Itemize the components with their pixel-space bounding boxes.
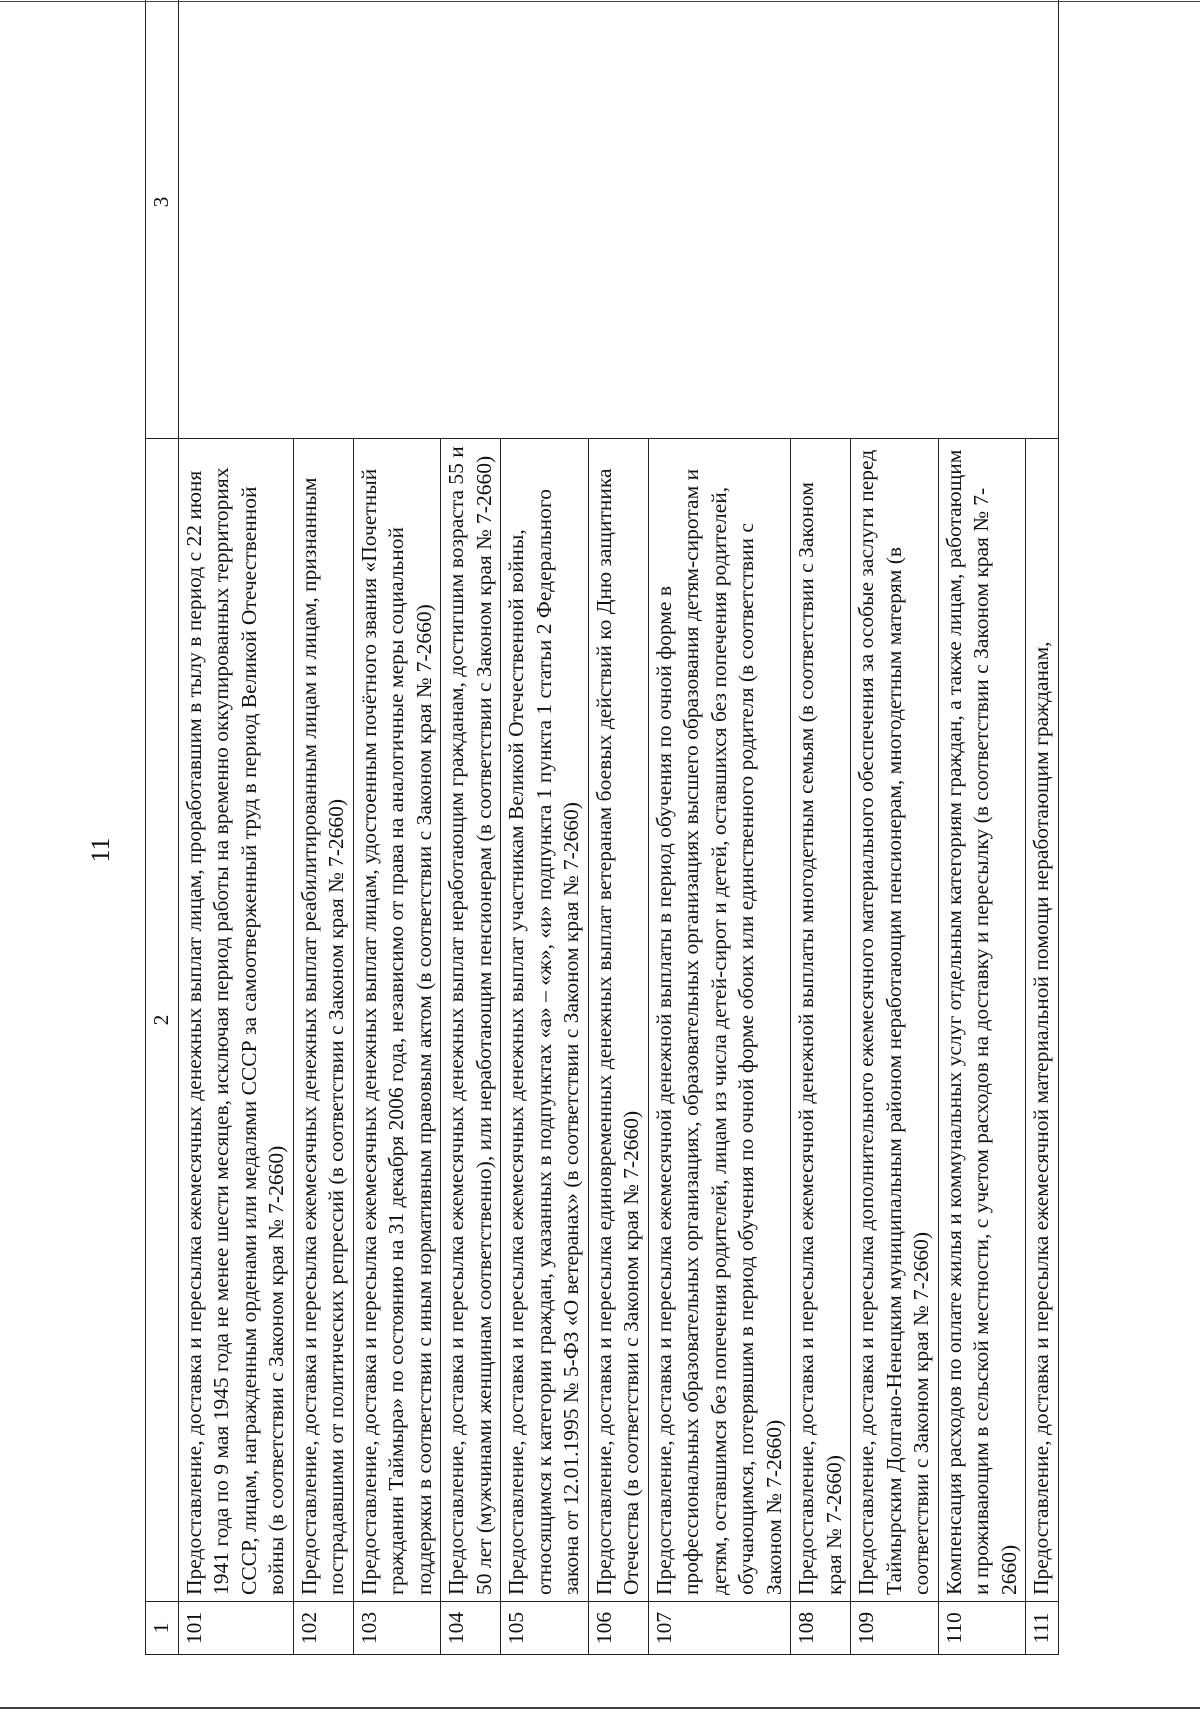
header-col-3: 3: [146, 0, 179, 439]
scan-border-bottom: [0, 1707, 1200, 1709]
row-number: 109: [851, 1602, 939, 1655]
row-number: 107: [648, 1602, 791, 1655]
row-number: 103: [353, 1602, 441, 1655]
row-number: 110: [938, 1602, 1026, 1655]
rotated-table-container: [145, 5, 1085, 1655]
row-number: 101: [178, 1602, 293, 1655]
row-text: Предоставление, доставка и пересылка ежемесячных денежных выплат реабилитированным лицам и лицам, признанным пострадавшими от политических репрессий (в соответствии с Законом края № 7-2660): [293, 439, 353, 1602]
header-col-1: 1: [146, 1602, 179, 1655]
table-header-row: [146, 0, 179, 1655]
row-text: Предоставление, доставка и пересылка единовременных денежных выплат ветеранам боевых действий ко Дню защитника Отечества (в соответствии с Законом края № 7-2660): [588, 439, 648, 1602]
row-text: Предоставление, доставка и пересылка ежемесячной денежной выплаты многодетным семьям (в соответствии с Законом края № 7-2660): [791, 439, 851, 1602]
row-text: Предоставление, доставка и пересылка ежемесячных денежных выплат лицам, проработавшим в тылу в период с 22 июня 1941 года по 9 мая 1945 года не менее шести месяцев, исключая период работы на временно оккупированных территориях СССР, лицам, награжденным орденами или медалями СССР за самоотверженный труд в период Великой Отечественной войны (в соответствии с Законом края № 7-2660): [178, 439, 293, 1602]
row-text: Предоставление, доставка и пересылка ежемесячной материальной помощи неработающим гражданам,: [1026, 439, 1059, 1602]
row-number: 104: [441, 1602, 501, 1655]
row-text: Предоставление, доставка и пересылка ежемесячной денежной выплаты в период обучения по очной форме в профессиональных образовательных организациях, образовательных организациях высшего образования детям-сиротам и детям, оставшимся без попечения родителей, лицам из числа детей-сирот и детей, оставшихся без попечения родителей, обучающимся, потерявшим в период обучения по очной форме обоих или единственного родителя (в соответствии с Законом № 7-2660): [648, 439, 791, 1602]
column-3-empty: [178, 0, 1058, 439]
row-text: Компенсация расходов по оплате жилья и коммунальных услуг отдельным категориям граждан, а также лицам, работающим и проживающим в сельской местности, с учетом расходов на доставку и пересылку (в соответствии с Законом края № 7-2660): [938, 439, 1026, 1602]
row-text: Предоставление, доставка и пересылка ежемесячных денежных выплат участникам Великой Отечественной войны, относящимся к категории граждан, указанных в подпунктах «а» – «ж», «и» подпункта 1 пункта 1 статьи 2 Федерального закона от 12.01.1995 № 5-ФЗ «О ветеранах» (в соответствии с Законом края № 7-2660): [501, 439, 589, 1602]
row-number: 111: [1026, 1602, 1059, 1655]
row-text: Предоставление, доставка и пересылка ежемесячных денежных выплат лицам, удостоенным почётного звания «Почетный гражданин Таймыра» по состоянию на 31 декабря 2006 года, независимо от права на аналогичные меры социальной поддержки в соответствии с иным нормативным правовым актом (в соответствии с Законом края № 7-2660): [353, 439, 441, 1602]
page-number: 11: [86, 837, 115, 863]
table-row: [178, 0, 293, 1655]
row-text: Предоставление, доставка и пересылка дополнительного ежемесячного материального обеспечения за особые заслуги перед Таймырским Долгано-Ненецким муниципальным районом неработающим пенсионерам, многодетным матерям (в соответствии с Законом края № 7-2660): [851, 439, 939, 1602]
row-number: 106: [588, 1602, 648, 1655]
services-table: [145, 0, 1059, 1655]
row-number: 105: [501, 1602, 589, 1655]
row-number: 108: [791, 1602, 851, 1655]
row-text: Предоставление, доставка и пересылка ежемесячных денежных выплат неработающим гражданам, достигшим возраста 55 и 50 лет (мужчинами женщинам соответственно), или неработающим пенсионерам (в соответствии с Законом края № 7-2660): [441, 439, 501, 1602]
header-col-2: 2: [146, 439, 179, 1602]
row-number: 102: [293, 1602, 353, 1655]
